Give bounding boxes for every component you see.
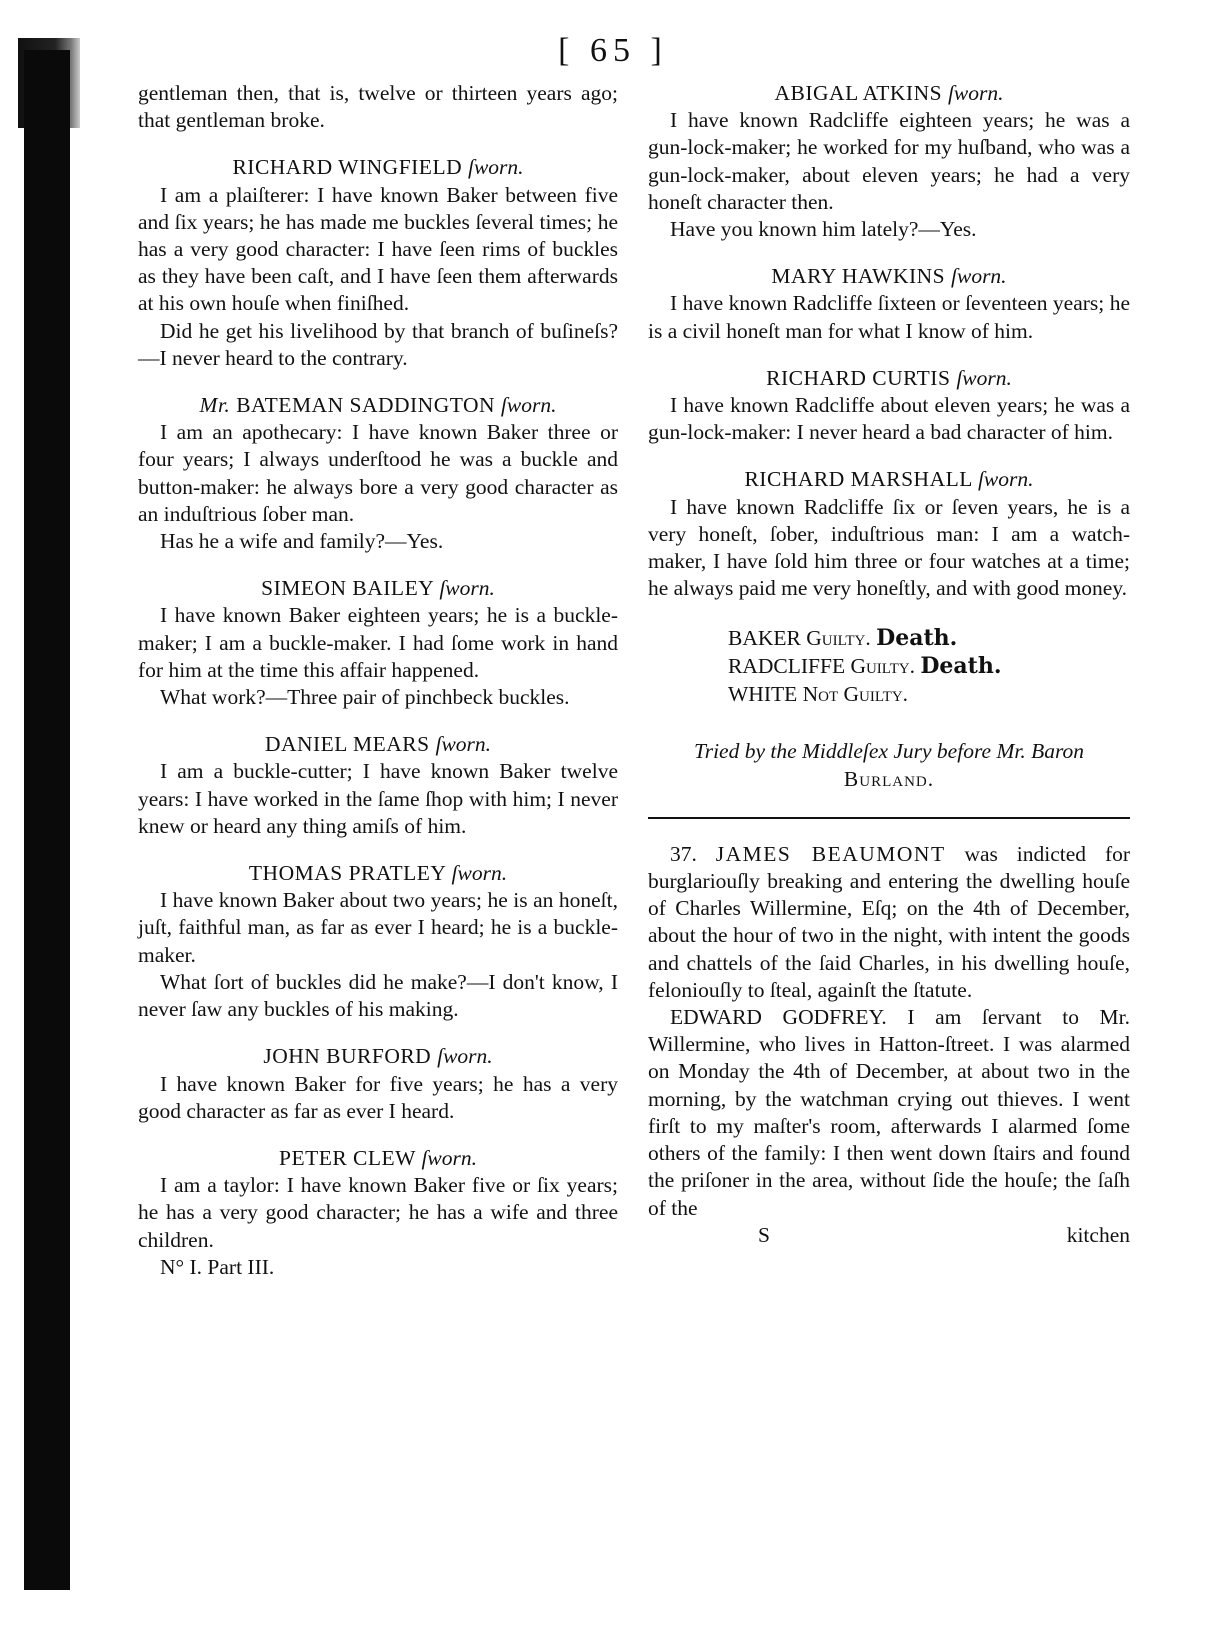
defendant-name: BAKER: [728, 626, 801, 651]
case-number: 37.: [670, 841, 697, 866]
section-divider: [648, 817, 1130, 819]
testimony-paragraph: I am a taylor: I have known Baker five or ſix years; he has a very good character; he has a wife and three children.: [138, 1173, 618, 1252]
testimony-paragraph: I am an apothecary: I have known Baker three or four years; I always underſtood he was a buckle and button-maker: he always bore a very good character as an induſtrious ſober man.: [138, 420, 618, 526]
defendant-name: RADCLIFFE: [728, 654, 846, 679]
witness-heading: [138, 731, 618, 758]
verdicts: [728, 624, 1130, 708]
sworn-label: ſworn.: [421, 1145, 478, 1170]
witness-prefix: Mr.: [199, 393, 231, 418]
testimony-saddington: [138, 392, 618, 555]
sworn-label: ſworn.: [451, 861, 508, 886]
testimony-paragraph: I have known Radcliffe about eleven years; he was a gun-lock-maker: I never heard a bad character of him.: [648, 393, 1130, 445]
testimony-paragraph: [648, 1004, 1130, 1222]
sworn-label: ſworn.: [947, 81, 1004, 105]
testimony-paragraph: I have known Radcliffe eighteen years; he was a gun-lock-maker; he worked for my huſband, who was a gun-lock-maker, about eleven years; he had a very honeſt character then.: [648, 108, 1130, 214]
witness-name: EDWARD GODFREY.: [670, 1005, 887, 1030]
page-number: [ 65 ]: [558, 32, 668, 69]
sentence-label: Death.: [876, 625, 958, 652]
testimony-marshall: [648, 466, 1130, 602]
testimony-hawkins: [648, 263, 1130, 345]
testimony-paragraph: I have known Radcliffe ſix or ſeven years, he is a very honeſt, ſober, induſtrious man: I am a watch-maker, I have ſold him three or four watches at a time; he always paid me very honeſtly, and with good money.: [648, 494, 1130, 601]
testimony-paragraph: Has he a wife and family?—Yes.: [160, 529, 444, 554]
testimony-clew: [138, 1145, 618, 1254]
witness-heading: [138, 860, 618, 887]
page-foot: [648, 1222, 1130, 1249]
testimony-text: I am ſervant to Mr. Willermine, who lives in Hatton-ſtreet. I was alarmed on Monday the 4th of December, at about two in the morning, by the watchman crying out thieves. I went firſt to my maſter's room, afterwards I alarmed ſome others of the family: I then went down ſtairs and found the priſoner in the area, without ſide the houſe; the ſaſh of the: [648, 1005, 1131, 1220]
testimony-paragraph: Did he get his livelihood by that branch of buſineſs?—I never heard to the contrary.: [138, 318, 618, 370]
verdict-white: [728, 680, 1130, 708]
case-indictment: [648, 841, 1130, 1004]
testimony-paragraph: I am a buckle-cutter; I have known Baker twelve years: I have worked in the ſame ſhop with him; I never knew or heard any thing amiſs of him.: [138, 759, 618, 838]
continued-paragraph: gentleman then, that is, twelve or thirteen years ago; that gentleman broke.: [138, 81, 618, 133]
binding-edge: [24, 50, 70, 1590]
verdict-label: Not Guilty.: [802, 682, 909, 707]
right-column: [648, 80, 1130, 1249]
sworn-label: ſworn.: [956, 365, 1012, 390]
witness-name: MARY HAWKINS: [771, 264, 946, 289]
testimony-paragraph: What work?—Three pair of pinchbeck buckles.: [160, 685, 570, 710]
judge-name: Burland.: [843, 766, 935, 791]
witness-heading: [138, 1145, 618, 1172]
testimony-burford: [138, 1043, 618, 1125]
defendant-name: WHITE: [728, 682, 798, 707]
verdict-radcliffe: [728, 652, 1130, 680]
witness-name: SIMEON BAILEY: [261, 576, 434, 601]
witness-heading: [138, 575, 618, 602]
sworn-label: ſworn.: [435, 732, 492, 757]
case-37: [648, 841, 1130, 1249]
testimony-paragraph: I have known Radcliffe ſixteen or ſeventeen years; he is a civil honeſt man for what I know of him.: [648, 291, 1130, 343]
witness-heading: [648, 365, 1130, 392]
testimony-wingfield: [138, 154, 618, 372]
footer-note: N° I. Part III.: [160, 1254, 275, 1279]
testimony-paragraph: I have known Baker eighteen years; he is a buckle-maker; I am a buckle-maker. I had ſome work in hand for him at the time this affair happened.: [138, 603, 618, 682]
testimony-paragraph: Have you known him lately?—Yes.: [670, 217, 977, 242]
verdict-baker: [728, 624, 1130, 652]
testimony-paragraph: I have known Baker about two years; he is an honeſt, juſt, faithful man, as far as ever I heard; he is a buckle-maker.: [138, 888, 618, 967]
witness-heading: [138, 392, 618, 419]
catchword: kitchen: [1066, 1222, 1130, 1247]
sworn-label: ſworn.: [467, 155, 524, 180]
witness-heading: [648, 80, 1130, 107]
witness-heading: [648, 263, 1130, 290]
witness-heading: [138, 1043, 618, 1070]
tried-by-note: [648, 738, 1130, 792]
witness-name: BATEMAN SADDINGTON: [236, 393, 496, 418]
testimony-curtis: [648, 365, 1130, 447]
witness-name: THOMAS PRATLEY: [248, 861, 446, 886]
testimony-paragraph: I am a plaiſterer: I have known Baker between five and ſix years; he has made me buckles ſeveral times; he has a very good character: I have ſeen rims of buckles as they have been caſt, and I have ſeen them afterwards at his own houſe when finiſhed.: [138, 182, 618, 316]
defendant-name: JAMES BEAUMONT: [715, 841, 946, 866]
verdict-label: Guilty.: [850, 654, 915, 679]
witness-heading: [138, 154, 618, 181]
witness-name: RICHARD WINGFIELD: [232, 155, 463, 180]
tried-by-text: Tried by the Middleſex Jury before Mr. Baron: [693, 739, 1085, 764]
sworn-label: ſworn.: [951, 264, 1007, 289]
witness-name: JOHN BURFORD: [263, 1044, 432, 1069]
testimony-atkins: [648, 80, 1130, 243]
witness-name: RICHARD MARSHALL: [744, 467, 973, 492]
left-column: [138, 80, 618, 1281]
testimony-bailey: [138, 575, 618, 711]
witness-name: DANIEL MEARS: [264, 732, 430, 757]
witness-name: RICHARD CURTIS: [766, 365, 951, 390]
sworn-label: ſworn.: [500, 393, 557, 418]
witness-heading: [648, 466, 1130, 493]
sworn-label: ſworn.: [437, 1044, 493, 1069]
verdict-label: Guilty.: [806, 626, 871, 651]
witness-name: ABIGAL ATKINS: [774, 81, 943, 105]
sworn-label: ſworn.: [977, 467, 1034, 492]
sentence-label: Death.: [920, 653, 1002, 680]
signature-mark: S: [758, 1222, 770, 1247]
testimony-paragraph: I have known Baker for five years; he has a very good character as far as ever I heard.: [138, 1071, 618, 1123]
witness-name: PETER CLEW: [278, 1145, 416, 1170]
testimony-pratley: [138, 860, 618, 1023]
indictment-text: was indicted for burglariouſly breaking and entering the dwelling houſe of Charles Willermine, Eſq; on the 4th of December, about the hour of two in the night, with intent the goods and chattels of the ſaid Charles, in his dwelling houſe, feloniouſly to ſteal, againſt the ſtatute.: [648, 841, 1131, 1002]
sworn-label: ſworn.: [439, 576, 495, 601]
testimony-paragraph: What ſort of buckles did he make?—I don't know, I never ſaw any buckles of his making.: [138, 969, 618, 1022]
testimony-mears: [138, 731, 618, 840]
